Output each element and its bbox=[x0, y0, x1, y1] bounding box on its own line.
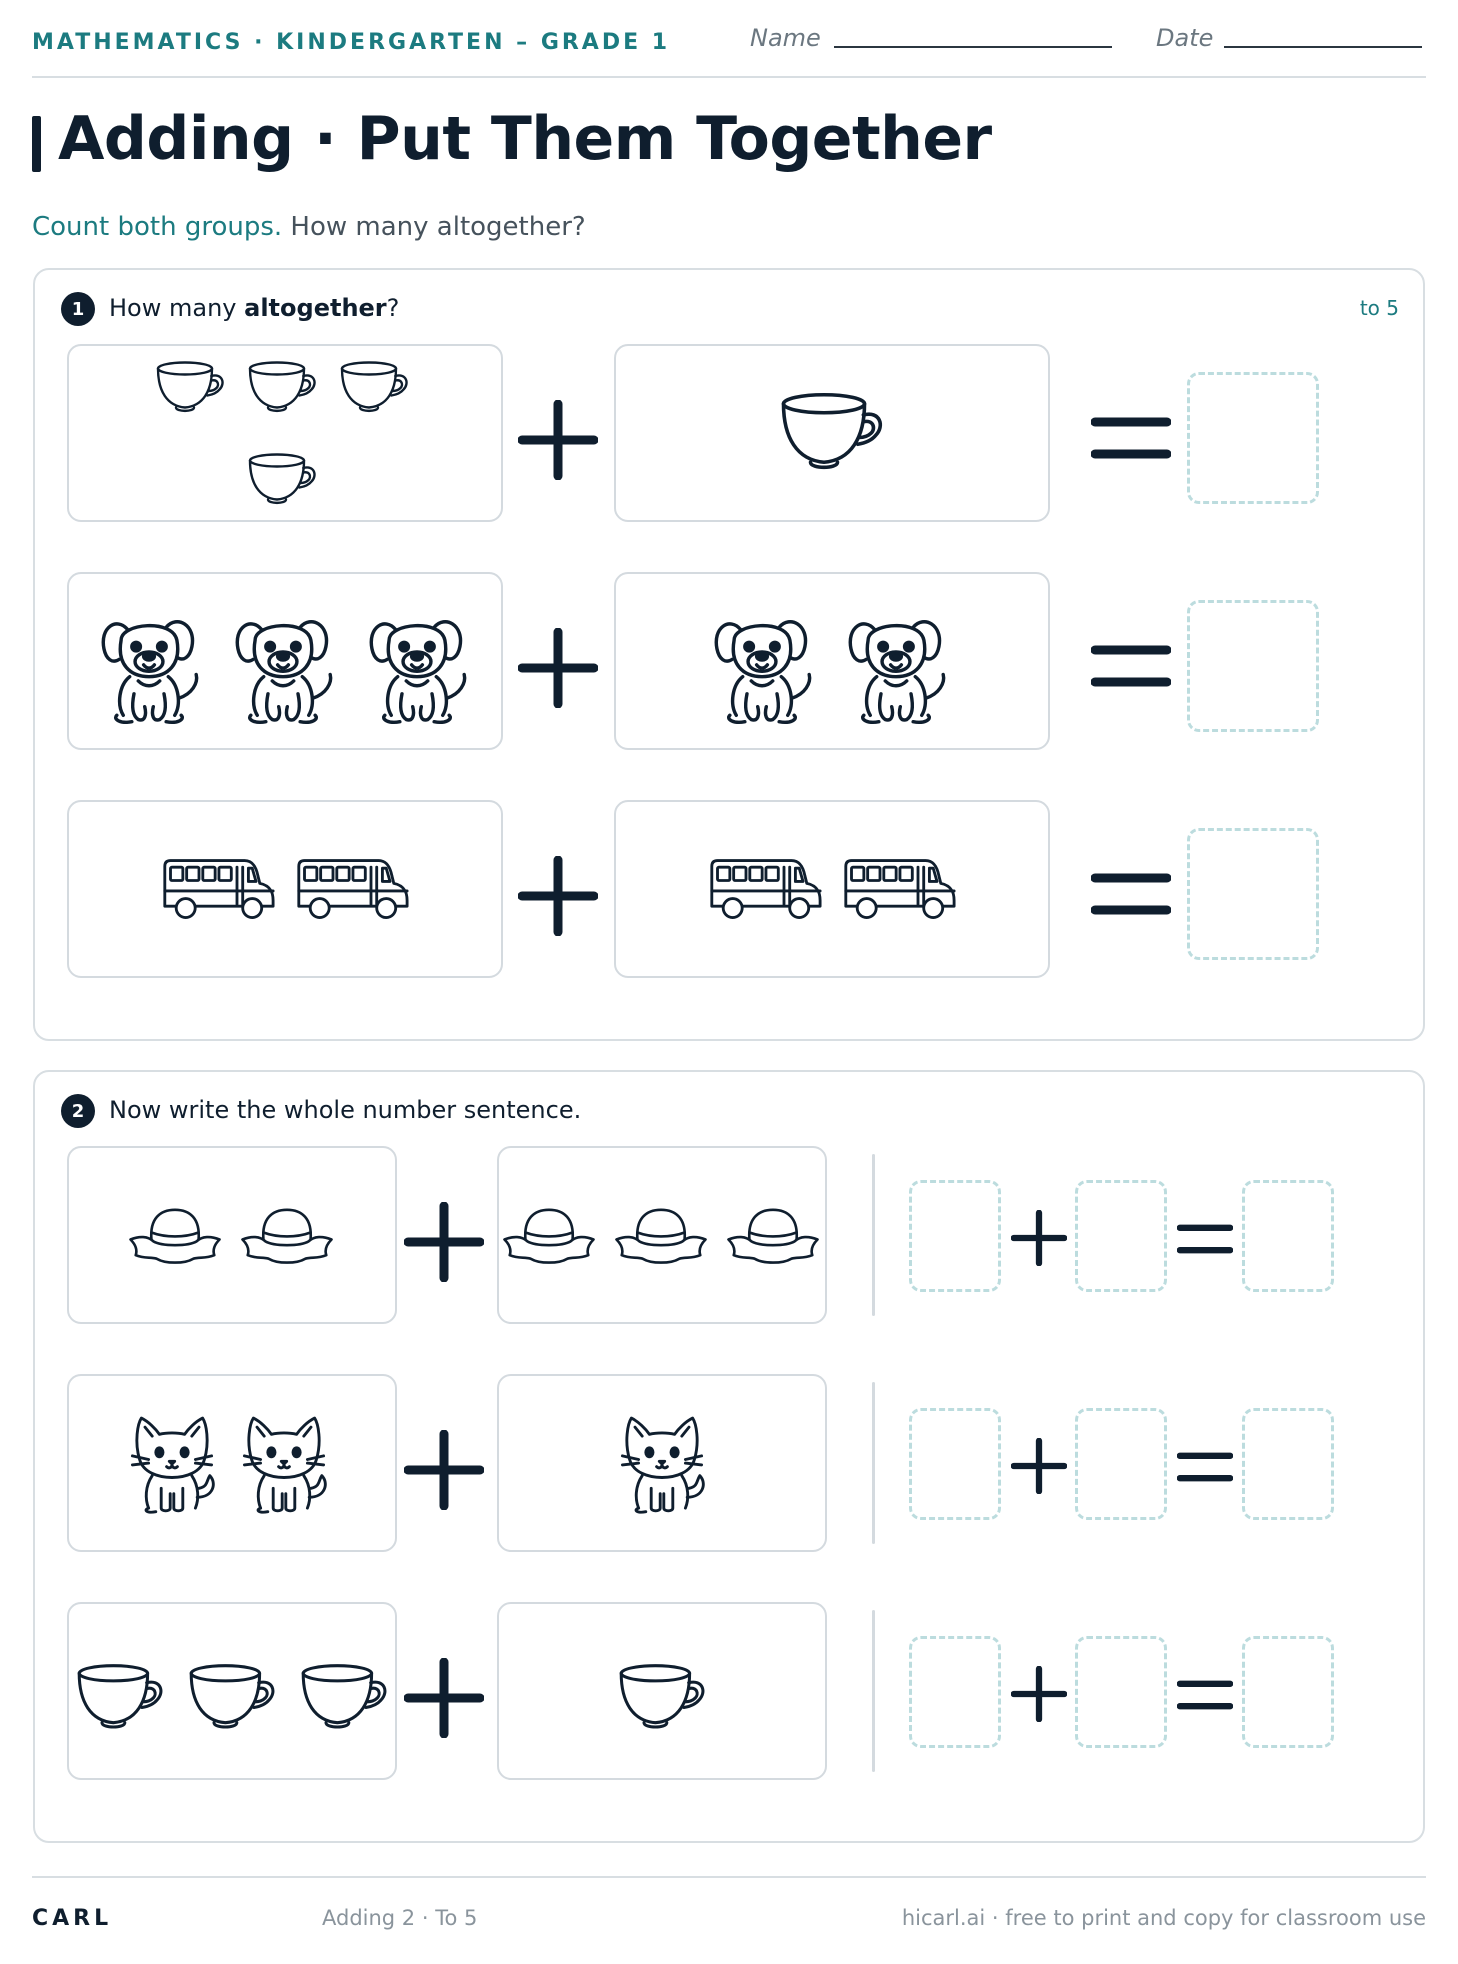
prompt-start: How many bbox=[109, 294, 245, 322]
group-box-left bbox=[67, 1374, 397, 1552]
plus-sign bbox=[518, 628, 598, 708]
name-label: Name bbox=[750, 24, 821, 52]
group-box-left bbox=[67, 1602, 397, 1780]
section-1 bbox=[33, 268, 1425, 1041]
section-2 bbox=[33, 1070, 1425, 1843]
instructions bbox=[32, 212, 586, 242]
kitten-icon bbox=[617, 1414, 707, 1514]
bus-icon bbox=[295, 858, 409, 922]
group-box-left bbox=[67, 572, 503, 750]
cup-icon bbox=[73, 1660, 169, 1736]
group-box-right bbox=[497, 1374, 827, 1552]
cup-icon bbox=[245, 450, 321, 510]
page-title: Adding · Put Them Together bbox=[58, 104, 992, 174]
column-divider bbox=[872, 1610, 875, 1772]
section-2-number: 2 bbox=[61, 1094, 95, 1128]
column-divider bbox=[872, 1382, 875, 1544]
sum-box[interactable] bbox=[1242, 1408, 1334, 1520]
plus-sign bbox=[404, 1430, 484, 1510]
instructions-accent: Count both groups. bbox=[32, 212, 283, 242]
equals-sign bbox=[1177, 1446, 1233, 1488]
prompt-bold: altogether bbox=[244, 294, 387, 322]
section-1-prompt bbox=[109, 294, 399, 322]
group-box-left bbox=[67, 1146, 397, 1324]
kitten-icon bbox=[239, 1414, 329, 1514]
hat-icon bbox=[127, 1204, 223, 1268]
puppy-icon bbox=[708, 608, 816, 726]
addend-box[interactable] bbox=[1075, 1180, 1167, 1292]
addend-box[interactable] bbox=[909, 1636, 1001, 1748]
addend-box[interactable] bbox=[909, 1408, 1001, 1520]
title-accent-bar bbox=[32, 116, 41, 172]
group-box-left bbox=[67, 344, 503, 522]
plus-sign bbox=[1011, 1438, 1067, 1494]
plus-sign bbox=[518, 856, 598, 936]
name-field[interactable] bbox=[834, 46, 1112, 48]
section-2-prompt: Now write the whole number sentence. bbox=[109, 1096, 582, 1124]
bus-icon bbox=[708, 858, 822, 922]
group-box-right bbox=[614, 800, 1050, 978]
prompt-end: ? bbox=[386, 294, 400, 322]
equals-sign bbox=[1091, 408, 1171, 468]
addend-box[interactable] bbox=[1075, 1408, 1167, 1520]
cup-icon bbox=[615, 1660, 711, 1736]
cup-icon bbox=[185, 1660, 281, 1736]
footer-site: hicarl.ai · free to print and copy for classroom use bbox=[901, 1906, 1426, 1930]
cup-icon bbox=[776, 388, 890, 478]
puppy-icon bbox=[363, 608, 471, 726]
bus-icon bbox=[161, 858, 275, 922]
plus-sign bbox=[404, 1658, 484, 1738]
puppy-icon bbox=[229, 608, 337, 726]
date-field[interactable] bbox=[1224, 46, 1422, 48]
hat-icon bbox=[725, 1204, 821, 1268]
sum-box[interactable] bbox=[1242, 1636, 1334, 1748]
group-box-left bbox=[67, 800, 503, 978]
group-box-right bbox=[614, 344, 1050, 522]
hat-icon bbox=[501, 1204, 597, 1268]
equals-sign bbox=[1177, 1218, 1233, 1260]
plus-sign bbox=[1011, 1210, 1067, 1266]
plus-sign bbox=[518, 400, 598, 480]
sum-box[interactable] bbox=[1242, 1180, 1334, 1292]
header-divider bbox=[32, 76, 1426, 78]
group-box-right bbox=[497, 1602, 827, 1780]
puppy-icon bbox=[842, 608, 950, 726]
addend-box[interactable] bbox=[1075, 1636, 1167, 1748]
plus-sign bbox=[404, 1202, 484, 1282]
answer-box[interactable] bbox=[1187, 372, 1319, 504]
equals-sign bbox=[1091, 636, 1171, 696]
group-box-right bbox=[497, 1146, 827, 1324]
cup-icon bbox=[153, 358, 229, 418]
cup-icon bbox=[245, 358, 321, 418]
level-label: to 5 bbox=[1359, 296, 1399, 320]
instructions-rest: How many altogether? bbox=[282, 212, 586, 242]
cup-icon bbox=[297, 1660, 393, 1736]
answer-box[interactable] bbox=[1187, 828, 1319, 960]
bus-icon bbox=[842, 858, 956, 922]
puppy-icon bbox=[95, 608, 203, 726]
cup-icon bbox=[337, 358, 413, 418]
answer-box[interactable] bbox=[1187, 600, 1319, 732]
worksheet-id: Adding 2 · To 5 bbox=[322, 1906, 478, 1930]
date-label: Date bbox=[1156, 24, 1214, 52]
addend-box[interactable] bbox=[909, 1180, 1001, 1292]
hat-icon bbox=[613, 1204, 709, 1268]
column-divider bbox=[872, 1154, 875, 1316]
kitten-icon bbox=[127, 1414, 217, 1514]
footer-divider bbox=[32, 1876, 1426, 1878]
subject-heading: MATHEMATICS · KINDERGARTEN – GRADE 1 bbox=[32, 30, 671, 55]
footer-brand: CARL bbox=[32, 1906, 113, 1931]
group-box-right bbox=[614, 572, 1050, 750]
equals-sign bbox=[1091, 864, 1171, 924]
plus-sign bbox=[1011, 1666, 1067, 1722]
hat-icon bbox=[239, 1204, 335, 1268]
section-1-number: 1 bbox=[61, 292, 95, 326]
equals-sign bbox=[1177, 1674, 1233, 1716]
